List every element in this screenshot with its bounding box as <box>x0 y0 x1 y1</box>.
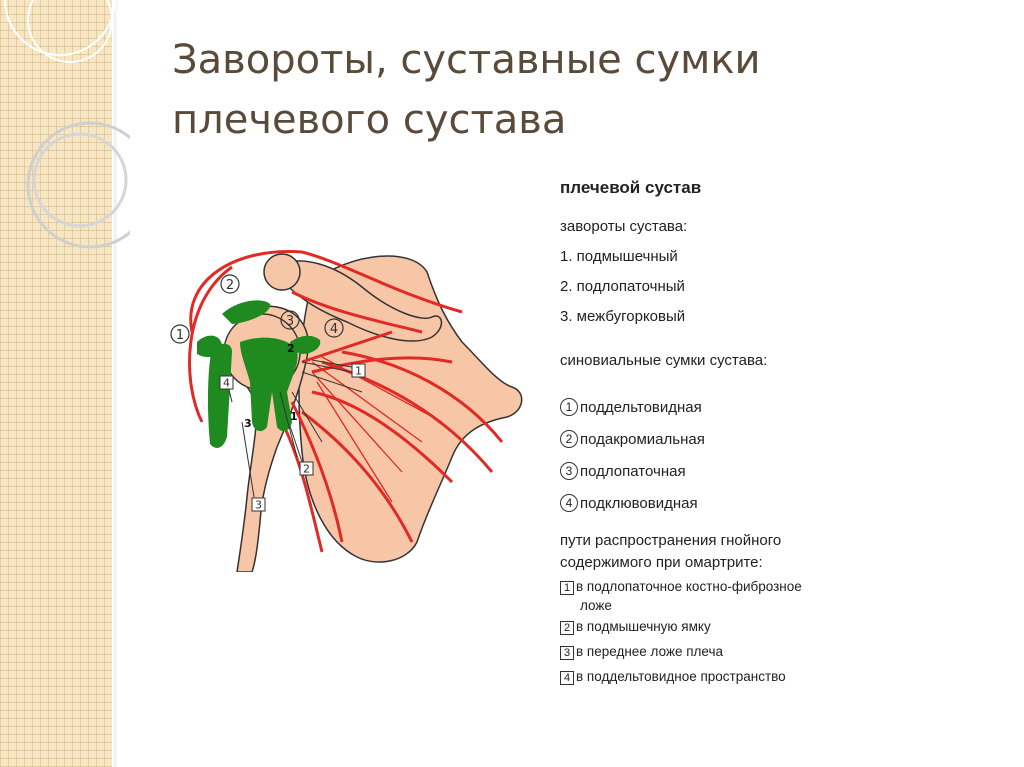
path-number-4: 4 <box>223 376 230 390</box>
path-item-1 <box>560 579 802 595</box>
paths-title-line-2: содержимого при омартрите: <box>560 554 763 571</box>
path-number-badge: 3 <box>560 646 574 660</box>
decorative-side-strip <box>0 0 114 767</box>
recess-item-2: 2. подлопаточный <box>560 278 685 295</box>
shoulder-joint-diagram <box>162 242 532 572</box>
bursa-item-3 <box>560 462 686 480</box>
title-line-1: Завороты, суставные сумки <box>172 37 761 83</box>
slide-title <box>172 30 932 150</box>
bursa-item-1 <box>560 398 702 416</box>
title-line-2: плечевого сустава <box>172 97 567 143</box>
recess-number-3: 3 <box>244 417 252 430</box>
recess-number-2: 2 <box>287 342 295 355</box>
bursa-number-2: 2 <box>225 278 235 293</box>
path-number-1: 1 <box>355 364 362 378</box>
bursa-number-badge: 3 <box>560 462 578 480</box>
recess-item-1: 1. подмышечный <box>560 248 678 265</box>
recess-number-1: 1 <box>290 410 298 423</box>
bursae-title: синовиальные сумки сустава: <box>560 352 768 369</box>
path-label: в поддельтовидное пространство <box>576 669 786 684</box>
path-number-badge: 4 <box>560 671 574 685</box>
path-item-3 <box>560 644 723 660</box>
path-number-3: 3 <box>255 498 262 512</box>
bursa-label: подлопаточная <box>580 463 686 480</box>
bursa-number-1: 1 <box>175 328 185 343</box>
path-item-2 <box>560 619 711 635</box>
path-label: в подлопаточное костно-фиброзное <box>576 579 802 594</box>
bursa-number-3: 3 <box>285 314 295 329</box>
bursa-number-4: 4 <box>329 322 339 337</box>
side-strip-shadow <box>114 0 118 767</box>
recesses-title: завороты сустава: <box>560 218 688 235</box>
bursa-label: поддельтовидная <box>580 399 702 416</box>
path-label: в подмышечную ямку <box>576 619 711 634</box>
paths-title-line-1: пути распространения гнойного <box>560 532 782 549</box>
bursa-label: подклювовидная <box>580 495 698 512</box>
bursa-number-badge: 2 <box>560 430 578 448</box>
path-number-badge: 2 <box>560 621 574 635</box>
path-label: в переднее ложе плеча <box>576 644 724 659</box>
bursa-label: подакромиальная <box>580 431 705 448</box>
bursa-number-badge: 1 <box>560 398 578 416</box>
bursa-item-4 <box>560 494 698 512</box>
path-item-4 <box>560 669 786 685</box>
recess-item-3: 3. межбугорковый <box>560 308 686 325</box>
bursa-number-badge: 4 <box>560 494 578 512</box>
acromion-process <box>264 254 300 290</box>
legend-header: плечевой сустав <box>560 178 702 197</box>
path-number-2: 2 <box>303 462 310 476</box>
bursa-item-2 <box>560 430 705 448</box>
path-number-badge: 1 <box>560 581 574 595</box>
path-item-1-continued: ложе <box>580 598 612 613</box>
